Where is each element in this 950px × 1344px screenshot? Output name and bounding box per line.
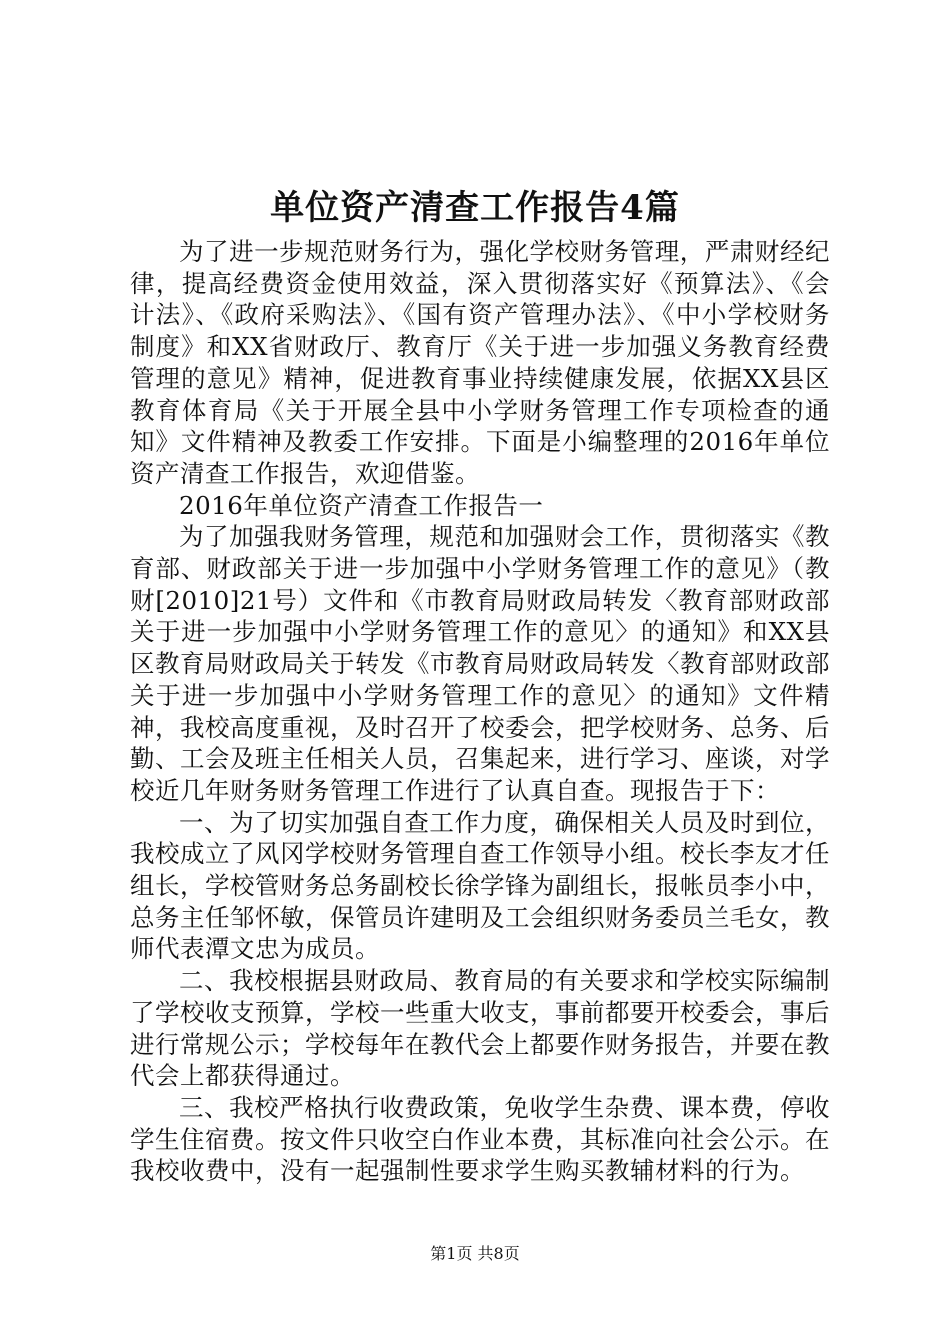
document-body — [130, 236, 830, 1187]
page-number-footer: 第1页 共8页 — [430, 1244, 520, 1263]
report-paragraph-2: 二、我校根据县财政局、教育局的有关要求和学校实际编制了学校收支预算，学校一些重大收支，事前都要开校委会，事后进行常规公示；学校每年在教代会上都要作财务报告，并要在教代会上都获得通过。 — [130, 966, 830, 1091]
report-subheading: 2016年单位资产清查工作报告一 — [179, 490, 544, 520]
intro-paragraph: 为了进一步规范财务行为，强化学校财务管理，严肃财经纪律，提高经费资金使用效益，深入贯彻落实好《预算法》、《会计法》、《政府采购法》、《国有资产管理办法》、《中小学校财务制度》和XX省财政厅、教育厅《关于进一步加强义务教育经费管理的意见》精神，促进教育事业持续健康发展，依据XX县区教育体育局《关于开展全县中小学财务管理工作专项检查的通知》文件精神及教委工作安排。下面是小编整理的2016年单位资产清查工作报告，欢迎借鉴。 — [130, 237, 830, 488]
report-paragraph-1: 一、为了切实加强自查工作力度，确保相关人员及时到位，我校成立了风冈学校财务管理自查工作领导小组。校长李友才任组长，学校管财务总务副校长徐学锋为副组长，报帐员李小中，总务主任邹怀敏，保管员许建明及工会组织财务委员兰毛女，教师代表潭文忠为成员。 — [130, 807, 830, 964]
document-title: 单位资产清查工作报告4篇 — [270, 188, 680, 228]
report-paragraph-3: 三、我校严格执行收费政策，免收学生杂费、课本费，停收学生住宿费。按文件只收空白作业本费，其标准向社会公示。在我校收费中，没有一起强制性要求学生购买教辅材料的行为。 — [130, 1092, 830, 1186]
report-paragraph-intro: 为了加强我财务管理，规范和加强财会工作，贯彻落实《教育部、财政部关于进一步加强中小学财务管理工作的意见》（教财[2010]21号）文件和《市教育局财政局转发〈教育部财政部关于进一步加强中小学财务管理工作的意见〉的通知》和XX县区教育局财政局关于转发《市教育局财政局转发〈教育部财政部关于进一步加强中小学财务管理工作的意见〉的通知》文件精神，我校高度重视，及时召开了校委会，把学校财务、总务、后勤、工会及班主任相关人员，召集起来，进行学习、座谈，对学校近几年财务财务管理工作进行了认真自查。现报告于下： — [130, 522, 830, 805]
